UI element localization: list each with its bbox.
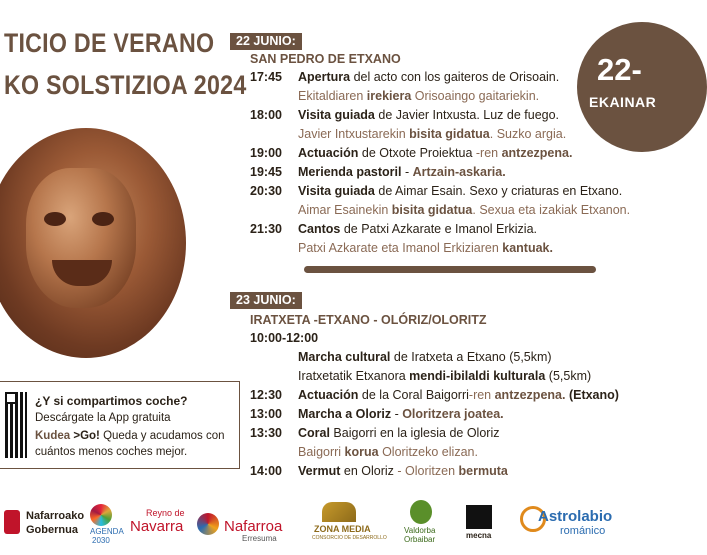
romanico-label: románico — [560, 525, 606, 537]
gobierno-logo-b: Gobernua — [26, 524, 78, 536]
day2-schedule: 10:00-12:00 Marcha cultural de Iratxeta a Etxano (5,5km) Iratxetatik Etxanora mendi-ibilaldi kulturala (5,5km) 12:30 Actuación de la Coral Baigorri-ren antzezpena. (Etxano) 13:00 Marcha a Oloriz - Oloritzera joatea. 13:30 Coral Baigorri en la iglesia de Oloriz Baigorri korua Oloritzeko elizan. 14:00 Vermut en Oloriz - Oloritzen bermuta — [250, 331, 619, 478]
agenda-wheel-icon — [90, 504, 112, 526]
navarra-label: Navarra — [130, 518, 184, 535]
stone-carving-photo — [0, 128, 186, 358]
event-spanish: Coral Baigorri en la iglesia de Oloriz — [298, 426, 500, 440]
event-spanish: Visita guiada de Javier Intxusta. Luz de fuego. — [298, 108, 560, 122]
carpool-box — [0, 381, 240, 469]
event-spanish: Apertura del acto con los gaiteros de Orisoain. — [298, 70, 560, 84]
gobierno-shield-icon — [4, 510, 20, 534]
day2-date-bar: 23 JUNIO: — [230, 292, 302, 309]
carpool-question: ¿Y si compartimos coche? — [35, 394, 188, 408]
event-time: 17:45 — [250, 70, 282, 84]
reyno-emblem-icon — [197, 513, 219, 535]
carpool-line4: cuántos menos coches mejor. — [35, 446, 188, 458]
astrolabio-label: Astrolabio — [538, 508, 613, 525]
reyno-label: Reyno de — [146, 508, 185, 518]
carved-eye-right — [92, 212, 114, 226]
page-title-line-2: KO SOLSTIZIOA 2024 — [4, 70, 247, 100]
mecna-label: mecna — [466, 531, 492, 540]
event-time: 18:00 — [250, 108, 282, 122]
gobierno-logo-a: Nafarroako — [26, 510, 85, 522]
event-spanish: Actuación de Otxote Proiektua -ren antzezpena. — [298, 146, 573, 160]
event-time: 20:30 — [250, 184, 282, 198]
app-name[interactable]: Kudea — [35, 430, 71, 442]
carpool-line2: Descárgate la App gratuita — [35, 412, 171, 424]
day1-venue: SAN PEDRO DE ETXANO — [250, 52, 401, 66]
event-time: 13:00 — [250, 407, 282, 421]
day2-venue: IRATXETA -ETXANO - OLÓRIZ/OLORITZ — [250, 313, 487, 327]
event-spanish: Actuación de la Coral Baigorri-ren antzezpena. (Etxano) — [298, 388, 619, 402]
agenda-label-b: 2030 — [92, 536, 110, 545]
carved-mouth — [52, 260, 112, 286]
event-spanish: Cantos de Patxi Azkarate e Imanol Erkizia. — [298, 222, 537, 236]
eresuma-label: Erresuma — [242, 534, 277, 543]
event-time: 19:00 — [250, 146, 282, 160]
event-time: 12:30 — [250, 388, 282, 402]
agenda-label-a: AGENDA — [90, 527, 124, 536]
sponsor-logos — [0, 500, 640, 555]
day1-schedule: 17:45 Apertura del acto con los gaiteros de Orisoain. Ekitaldiaren irekiera Orisoaingo gaitariekin. 18:00 Visita guiada de Javier Intxusta. Luz de fuego. Javier Intxustarekin bisita gidatua. Suzko argia. 19:00 Actuación de Otxote Proiektua -ren antzezpena. 19:45 Merienda pastoril - Artzain-askaria. 20:30 Visita guiada de Aimar Esain. Sexo y criaturas en Etxano. Aimar Esainekin bisita gidatua. Sexua eta izakiak Etxanon. 21:30 Cantos de Patxi Azkarate e Imanol Erkizia. Patxi Azkarate eta Imanol Erkiziaren kantuak. — [250, 70, 631, 255]
badge-text: EKAINAR — [589, 94, 657, 110]
qr-code[interactable] — [5, 392, 27, 458]
page-title-line-1: TICIO DE VERANO — [4, 28, 215, 58]
section-divider — [304, 266, 596, 273]
event-spanish: Merienda pastoril - Artzain-askaria. — [298, 165, 506, 179]
event-spanish: Vermut en Oloriz - Oloritzen bermuta — [298, 464, 508, 478]
zona-media-icon — [322, 502, 356, 522]
event-spanish: Visita guiada de Aimar Esain. Sexo y criaturas en Etxano. — [298, 184, 623, 198]
mecna-icon — [466, 505, 492, 529]
day1-date-bar: 22 JUNIO: — [230, 33, 302, 50]
valdorba-icon — [410, 500, 432, 524]
valdorba-label-b: Orbaibar — [404, 535, 436, 544]
nafarroa-label: Nafarroa — [224, 518, 283, 535]
event-spanish: Marcha a Oloriz - Oloritzera joatea. — [298, 407, 504, 421]
zona-media-sub: CONSORCIO DE DESARROLLO — [312, 535, 387, 541]
zona-media-label: ZONA MEDIA — [314, 524, 371, 534]
carved-eye-left — [44, 212, 66, 226]
event-time: 19:45 — [250, 165, 282, 179]
event-time: 14:00 — [250, 464, 282, 478]
carved-face — [26, 168, 136, 308]
carpool-line3: Kudea >Go! Queda y acudamos con — [35, 430, 225, 442]
event-time: 21:30 — [250, 222, 282, 236]
event-time: 13:30 — [250, 426, 282, 440]
badge-number: 22- — [597, 52, 642, 87]
valdorba-label-a: Valdorba — [404, 526, 436, 535]
time-range: 10:00-12:00 — [250, 331, 319, 345]
